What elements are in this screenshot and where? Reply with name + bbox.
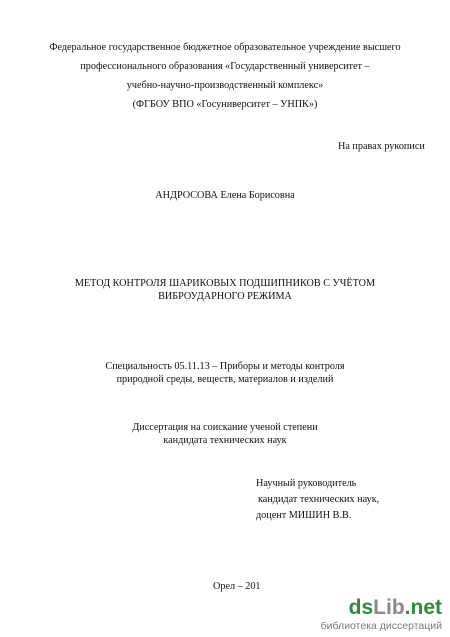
- dissertation-title: [0, 277, 450, 303]
- advisor-line-2: кандидат технических наук,: [258, 494, 380, 505]
- author-name: АНДРОСОВА Елена Борисовна: [155, 190, 295, 201]
- dslib-watermark: [314, 597, 442, 633]
- institution-header-line-1: Федеральное государственное бюджетное образовательное учреждение высшего: [49, 42, 401, 53]
- specialty-line-1: Специальность 05.11.13 – Приборы и методы контроля: [105, 361, 345, 372]
- advisor-line-3: доцент МИШИН В.В.: [256, 510, 352, 521]
- logo-net: .net: [404, 596, 442, 619]
- dissertation-title-line-2: ВИБРОУДАРНОГО РЕЖИМА: [158, 291, 292, 302]
- dissertation-title-line-1: МЕТОД КОНТРОЛЯ ШАРИКОВЫХ ПОДШИПНИКОВ С УЧЁТОМ: [74, 278, 376, 289]
- degree-statement: [0, 421, 450, 447]
- scientific-advisor: [256, 476, 379, 524]
- logo-ds: ds: [348, 596, 374, 619]
- city-year: Орел – 201: [213, 581, 261, 592]
- degree-statement-line-2: кандидата технических наук: [163, 435, 287, 446]
- specialty: [0, 360, 450, 386]
- advisor-line-1: Научный руководитель: [256, 478, 357, 489]
- institution-header-line-4: (ФГБОУ ВПО «Госуниверситет – УНПК»): [132, 99, 318, 110]
- specialty-line-2: природной среды, веществ, материалов и изделий: [116, 374, 334, 385]
- logo-lib: Lib: [373, 596, 405, 619]
- dslib-logo: [349, 597, 442, 619]
- manuscript-note: На правах рукописи: [338, 141, 425, 152]
- degree-statement-line-1: Диссертация на соискание ученой степени: [132, 422, 318, 433]
- institution-header: [0, 38, 450, 114]
- institution-header-line-3: учебно-научно-производственный комплекс»: [126, 80, 324, 91]
- watermark-subtitle: библиотека диссертаций: [320, 620, 442, 632]
- institution-header-line-2: профессионального образования «Государственный университет –: [80, 61, 370, 72]
